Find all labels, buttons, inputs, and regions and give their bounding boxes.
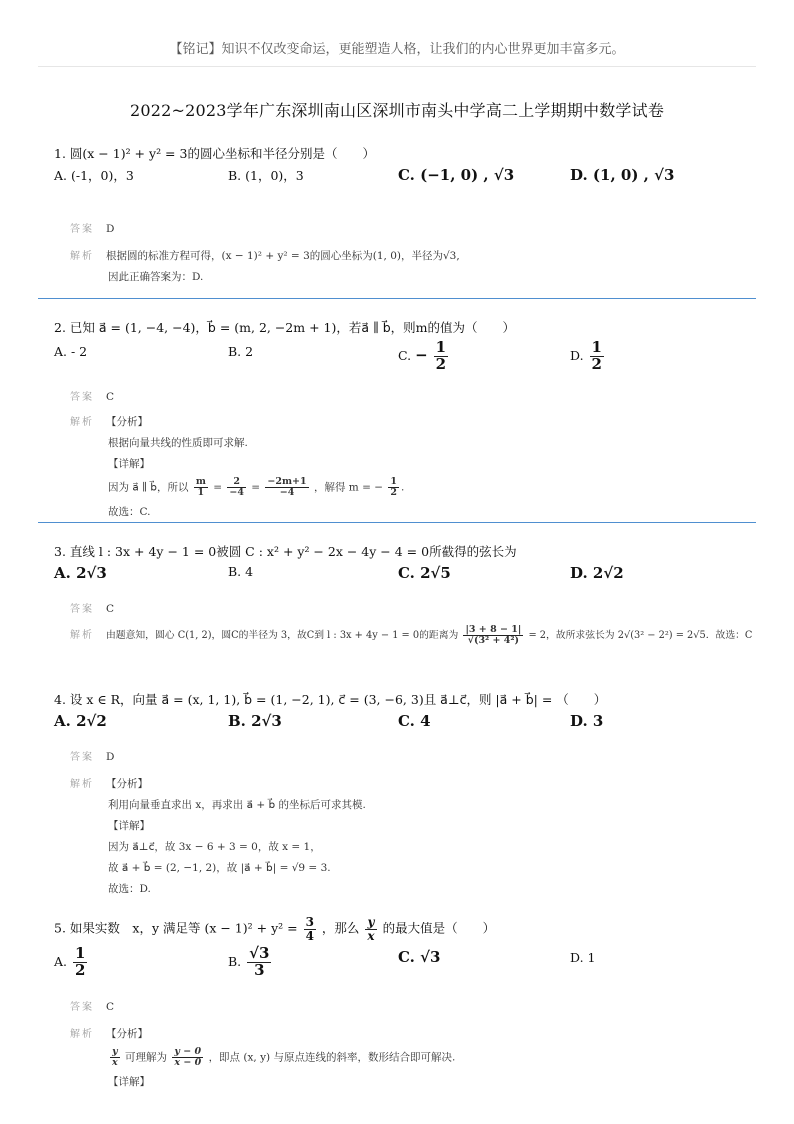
denominator: 2: [591, 354, 602, 373]
fraction: [110, 1047, 120, 1068]
fraction: [73, 946, 87, 979]
option-b: [228, 946, 273, 979]
numerator: |3 + 8 − 1|: [465, 624, 522, 635]
analysis-label: 解析: [70, 629, 94, 641]
option-letter: A.: [54, 953, 68, 969]
analysis-text: 根据向量共线的性质即可求解.: [108, 437, 248, 449]
denominator: 2: [75, 960, 86, 979]
stem-part: 的最大值是（ ）: [382, 920, 496, 936]
analysis-label: 解析: [70, 1029, 94, 1040]
option-a: [54, 946, 89, 979]
analysis-text-part: ，解得 m = −: [313, 481, 384, 494]
analysis-text: 故 a⃗ + b⃗ = (2, −1, 2)，故 |a⃗ + b⃗| = √9 = 3.: [108, 862, 331, 874]
option-a: A. - 2: [54, 344, 88, 359]
analysis-label: 解析: [70, 417, 94, 428]
answer-block-3: [70, 600, 752, 652]
analysis-text-part: = 2，故所求弦长为 2√(3² − 2²) = 2√5．故选：C: [528, 629, 753, 641]
denominator: x: [112, 1056, 118, 1068]
option-d: [570, 340, 606, 373]
denominator: √(3² + 4²): [467, 634, 520, 646]
option-d: D. 1: [570, 950, 596, 966]
answer-label: 答案: [70, 752, 94, 763]
question-divider: [38, 522, 756, 523]
fraction: [434, 340, 448, 373]
option-letter: D.: [570, 347, 584, 363]
options: [54, 944, 596, 986]
stem-part: 5. 如果实数 x，y 满足等 (x − 1)² + y² =: [54, 920, 298, 936]
option-a: A. (-1，0)，3: [54, 168, 134, 183]
numerator: √3: [249, 944, 270, 963]
numerator: 2: [227, 477, 246, 488]
option-b: B. 4: [228, 564, 254, 579]
analysis-tag: 【分析】: [106, 778, 148, 790]
numerator: 1: [75, 944, 86, 963]
header-divider: [38, 66, 756, 67]
analysis-tag: 【分析】: [106, 1028, 148, 1040]
option-letter: B.: [228, 953, 242, 969]
fraction: [590, 340, 604, 373]
answer-value: D: [106, 751, 115, 763]
answer-block-2: [70, 388, 404, 525]
answer-value: C: [106, 1001, 115, 1013]
option-b: B. (1，0)，3: [228, 168, 304, 183]
numerator: 1: [390, 476, 398, 487]
analysis-label: 解析: [70, 251, 94, 262]
option-c: C. 2√5: [398, 564, 451, 582]
answer-value: D: [106, 223, 115, 235]
question-5: [54, 915, 596, 986]
denominator: 2: [390, 486, 398, 498]
fraction: [365, 916, 376, 942]
numerator: 1: [435, 338, 447, 356]
question-stem: 1. 圆(x − 1)² + y² = 3的圆心坐标和半径分别是（ ）: [54, 146, 375, 161]
stem-part: ，那么: [321, 920, 360, 936]
analysis-label: 解析: [70, 779, 94, 790]
motto-banner: 【铭记】知识不仅改变命运，更能塑造人格，让我们的内心世界更加丰富多元。: [169, 42, 625, 57]
answer-value: C: [106, 603, 115, 615]
denominator: 2: [435, 354, 447, 373]
answer-label: 答案: [70, 392, 94, 403]
option-d: D. 3: [570, 712, 604, 730]
fraction: [247, 946, 271, 979]
answer-block-4: [70, 748, 366, 902]
option-c: C. 4: [398, 712, 431, 730]
analysis-text-part: 由题意知，圆心 C(1, 2)，圆C的半径为 3，故C到 l : 3x + 4y − 1 = 0的距离为: [106, 629, 459, 641]
fraction: [194, 477, 208, 498]
question-stem: 3. 直线 l : 3x + 4y − 1 = 0被圆 C : x² + y² − 2x − 4y − 4 = 0所截得的弦长为: [54, 544, 517, 559]
options: [54, 166, 675, 194]
answer-block-5: [70, 998, 455, 1095]
analysis-text-part: 因为 a⃗ ∥ b⃗，所以: [108, 481, 189, 494]
options: [54, 338, 602, 376]
option-b: B. 2: [228, 344, 254, 359]
denominator: 4: [305, 928, 314, 943]
question-4: [54, 690, 606, 740]
analysis-text: 故选：C.: [108, 505, 151, 518]
fraction: [304, 916, 316, 942]
analysis-text: 利用向量垂直求出 x，再求出 a⃗ + b⃗ 的坐标后可求其模.: [108, 799, 366, 811]
answer-label: 答案: [70, 604, 94, 615]
denominator: 1: [197, 486, 205, 498]
option-a: A. 2√2: [54, 712, 107, 730]
fraction: [388, 477, 399, 498]
denominator: 3: [254, 960, 265, 979]
fraction: [463, 625, 523, 646]
option-b: B. 2√3: [228, 712, 282, 730]
denominator: −4: [229, 486, 244, 498]
analysis-tag: 【详解】: [108, 820, 150, 832]
denominator: −4: [279, 486, 295, 498]
analysis-text: 因为 a⃗⊥c⃗，故 3x − 6 + 3 = 0，故 x = 1，: [108, 841, 321, 853]
analysis-text: 因此正确答案为：D.: [108, 271, 204, 283]
answer-block-1: [70, 220, 460, 290]
analysis-tag: 【分析】: [106, 416, 148, 428]
page-title: 2022~2023学年广东深圳南山区深圳市南头中学高二上学期期中数学试卷: [129, 101, 665, 120]
analysis-text-part: 可理解为: [125, 1051, 168, 1064]
analysis-text-part: ，即点 (x, y) 与原点连线的斜率，数形结合即可解决.: [208, 1051, 456, 1064]
analysis-tag: 【详解】: [108, 458, 150, 470]
analysis-text: 因为 a⃗ ∥ b⃗，所以 $\frac{m}{1}$ = $\frac{2}{-4}$ = $\frac{-2m+1}{-4}$ ，解得 m = − $\frac{1}{2}$ .: [108, 476, 405, 498]
fraction: [227, 477, 246, 498]
option-c: C. √3: [398, 948, 441, 967]
analysis-text: 根据圆的标准方程可得，(x − 1)² + y² = 3的圆心坐标为(1, 0)，半径为√3,: [106, 250, 460, 262]
numerator: 1: [591, 338, 602, 356]
fraction: [265, 477, 308, 498]
answer-value: C: [106, 391, 115, 403]
options: [54, 712, 606, 740]
numerator: 3: [305, 915, 314, 929]
question-3: [54, 542, 624, 592]
denominator: x − 0: [174, 1056, 202, 1068]
numerator: −2m+1: [267, 476, 307, 487]
option-a: A. 2√3: [54, 564, 107, 582]
numerator: m: [195, 476, 206, 487]
numerator: y − 0: [172, 1047, 203, 1058]
numerator: y: [110, 1047, 120, 1058]
option-d: D. 2√2: [570, 564, 624, 582]
question-divider: [38, 298, 756, 299]
question-1: [54, 144, 675, 194]
numerator: y: [365, 916, 376, 930]
option-letter: C.: [398, 347, 412, 363]
option-d: D. (1, 0) , √3: [570, 166, 675, 184]
answer-label: 答案: [70, 1002, 94, 1013]
analysis-text: 故选：D.: [108, 883, 151, 895]
options: [54, 564, 624, 592]
option-c: [398, 340, 450, 373]
analysis-text: [108, 1047, 455, 1068]
question-stem: 2. 已知 a⃗ = (1, −4, −4)，b⃗ = (m, 2, −2m + 1)，若a⃗ ∥ b⃗，则m的值为（ ）: [54, 320, 516, 335]
option-c: C. (−1, 0) , √3: [398, 166, 515, 184]
question-stem: 4. 设 x ∈ R，向量 a⃗ = (x, 1, 1), b⃗ = (1, −2, 1), c⃗ = (3, −6, 3)且 a⃗⊥c⃗，则 |a⃗ + b⃗| = （ ）: [54, 692, 607, 707]
denominator: x: [367, 928, 375, 943]
minus-sign: −: [415, 345, 428, 364]
question-stem: [54, 916, 495, 942]
fraction: [172, 1047, 203, 1068]
analysis-tag: 【详解】: [108, 1075, 150, 1088]
question-2: [54, 318, 602, 376]
answer-label: 答案: [70, 224, 94, 235]
